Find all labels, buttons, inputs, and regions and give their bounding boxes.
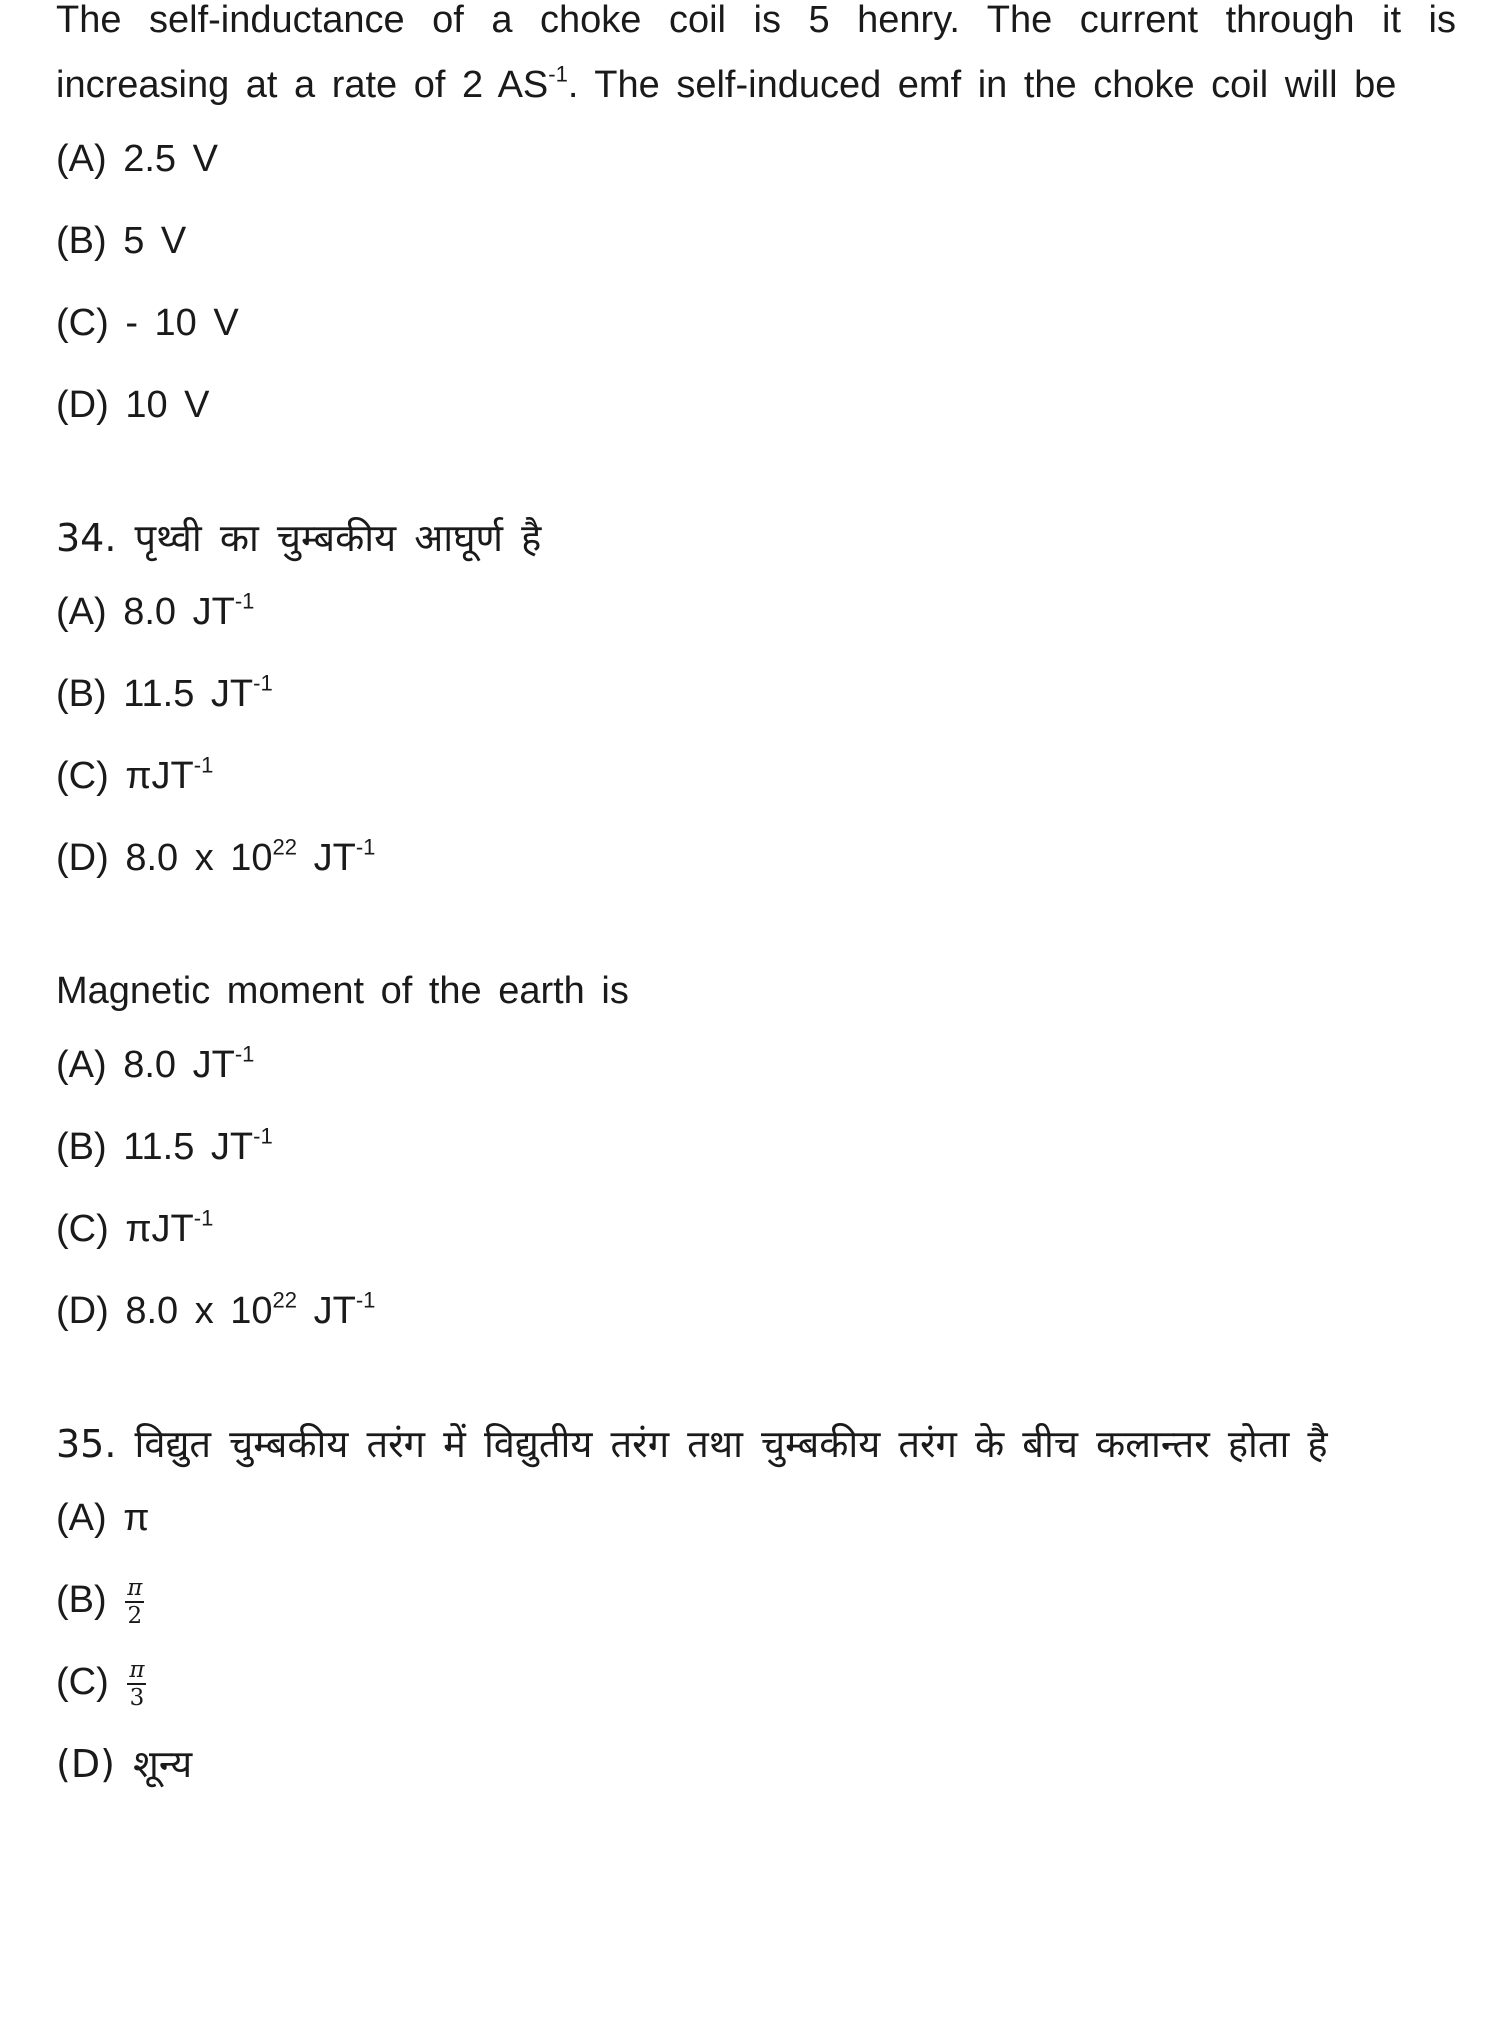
q33-option-d[interactable]: (D) 10 V: [56, 384, 210, 426]
fraction-pi-over-3: $\frac{\pi}{3}$: [129, 1656, 145, 1711]
q34-hi-option-c[interactable]: (C) πJT$^{-1}$: [56, 752, 214, 797]
question-35-stem-hi: 35. विद्युत चुम्बकीय तरंग में विद्युतीय तरंग तथा चुम्बकीय तरंग के बीच कलान्तर होता है: [56, 1422, 1328, 1466]
q35-option-d[interactable]: (D) शून्य: [56, 1742, 193, 1786]
question-page: [56, 0, 1456, 1805]
q35-option-b[interactable]: (B) $\frac{\pi}{2}$: [56, 1574, 143, 1629]
q34-hi-option-a[interactable]: (A) 8.0 $JT^{-1}$: [56, 588, 255, 633]
question-34-stem-hi: 34. पृथ्वी का चुम्बकीय आघूर्ण है: [56, 516, 542, 560]
q33-option-b[interactable]: (B) 5 V: [56, 220, 187, 262]
q34-en-option-b[interactable]: (B) 11.5 $JT^{-1}$: [56, 1123, 273, 1168]
q33-option-a[interactable]: (A) 2.5 V: [56, 138, 218, 180]
fraction-pi-over-2: $\frac{\pi}{2}$: [127, 1574, 143, 1629]
q34-en-option-a[interactable]: (A) 8.0 $JT^{-1}$: [56, 1041, 255, 1086]
q35-option-c[interactable]: (C) $\frac{\pi}{3}$: [56, 1656, 145, 1711]
q34-en-option-c[interactable]: (C) πJT$^{-1}$: [56, 1205, 214, 1250]
question-34-stem-en: Magnetic moment of the earth is: [56, 970, 629, 1012]
q34-en-option-d[interactable]: (D) 8.0 x $10^{22}$ $JT^{-1}$: [56, 1287, 376, 1332]
question-33-stem-en: The self-inductance of a choke coil is 5 henry. The current through it is increasing at a rate of 2 $AS^{-1}$. The self-induced emf in the choke coil will be: [56, 0, 1456, 106]
q34-hi-option-b[interactable]: (B) 11.5 $JT^{-1}$: [56, 670, 273, 715]
q34-hi-option-d[interactable]: (D) 8.0 x $10^{22}$ $JT^{-1}$: [56, 834, 376, 879]
q35-option-a[interactable]: (A) π: [56, 1497, 150, 1539]
q33-option-c[interactable]: (C) - 10 V: [56, 302, 239, 344]
